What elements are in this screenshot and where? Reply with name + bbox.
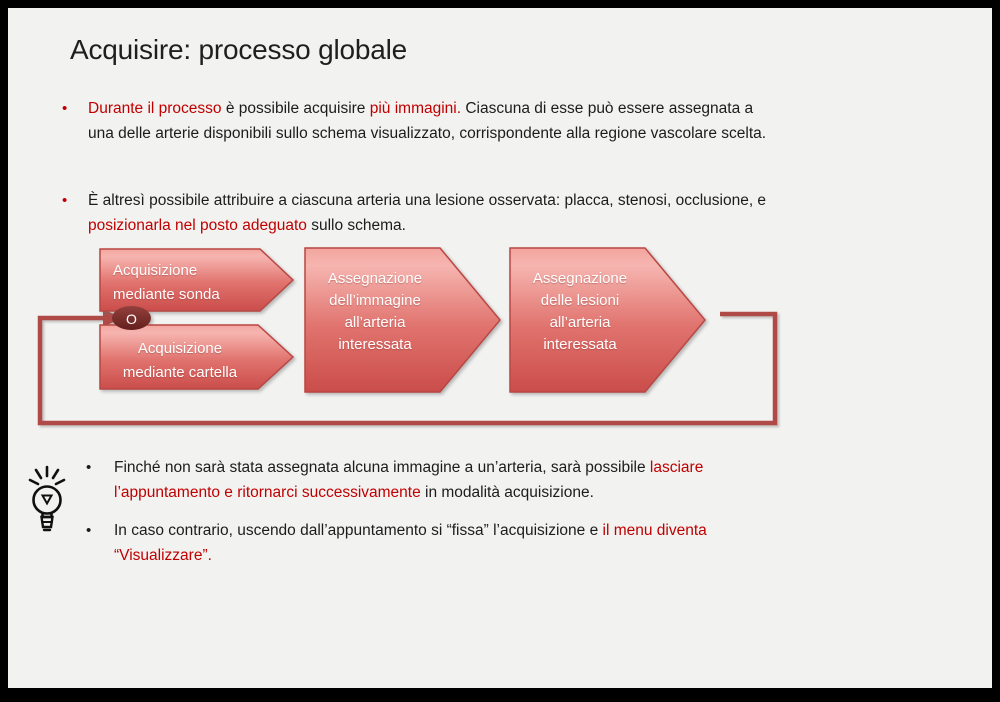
text-segment: posizionarla nel posto adeguato <box>88 217 307 234</box>
or-badge-label: O <box>126 311 137 327</box>
text-segment: Ciascuna di esse può essere assegnata a una delle arterie disponibili sullo schema visualizzato, corrispondente alla regione vascolare scelta. <box>88 100 767 142</box>
bullet-item <box>86 518 764 568</box>
label-line: interessata <box>338 336 412 353</box>
text-segment: Durante il processo <box>88 100 226 117</box>
bullet-icon: • <box>86 522 92 539</box>
label-line: Acquisizione <box>113 262 198 279</box>
label-line: Assegnazione <box>532 270 628 287</box>
label-line: dell’immagine <box>329 292 421 309</box>
label-line: Assegnazione <box>327 270 423 287</box>
text-segment: è possibile acquisire <box>225 100 370 117</box>
slide-title: Acquisire: processo globale <box>70 34 408 65</box>
label-line: interessata <box>543 336 617 353</box>
label-line: all’arteria <box>549 314 611 331</box>
text-segment: lasciare l’appuntamento e ritornarci successivamente <box>114 459 704 501</box>
lightbulb-icon <box>27 460 67 542</box>
step-label-lesioni <box>512 268 648 356</box>
label-line: all’arteria <box>344 314 406 331</box>
label-line: Acquisizione <box>137 340 223 357</box>
text-segment: più immagini. <box>369 100 462 117</box>
label-line: mediante sonda <box>113 286 220 303</box>
step-label-sonda <box>113 259 220 307</box>
label-line: mediante cartella <box>122 364 238 381</box>
text-segment: In caso contrario, uscendo dall’appuntamento si “fissa” l’acquisizione e <box>114 522 603 539</box>
text-segment: Finché non sarà stata assegnata alcuna immagine a un’arteria, sarà possibile <box>114 459 650 476</box>
bullet-icon: • <box>62 100 68 117</box>
text-segment: in modalità acquisizione. <box>420 484 594 501</box>
text-segment: È altresì possibile attribuire a ciascuna arteria una lesione osservata: placca, stenosi, occlusione, e <box>88 192 767 209</box>
text-segment: sullo schema. <box>306 217 406 234</box>
label-line: delle lesioni <box>540 292 620 309</box>
bullet-icon: • <box>62 192 68 209</box>
bullet-item <box>86 455 759 505</box>
bullet-text <box>114 455 759 505</box>
step-label-immagine <box>307 268 443 356</box>
text-segment: il menu diventa “Visualizzare”. <box>114 522 707 564</box>
step-label-cartella <box>100 337 260 385</box>
slide-canvas <box>8 8 992 688</box>
bullet-text <box>114 518 764 568</box>
bullet-icon: • <box>86 459 92 476</box>
